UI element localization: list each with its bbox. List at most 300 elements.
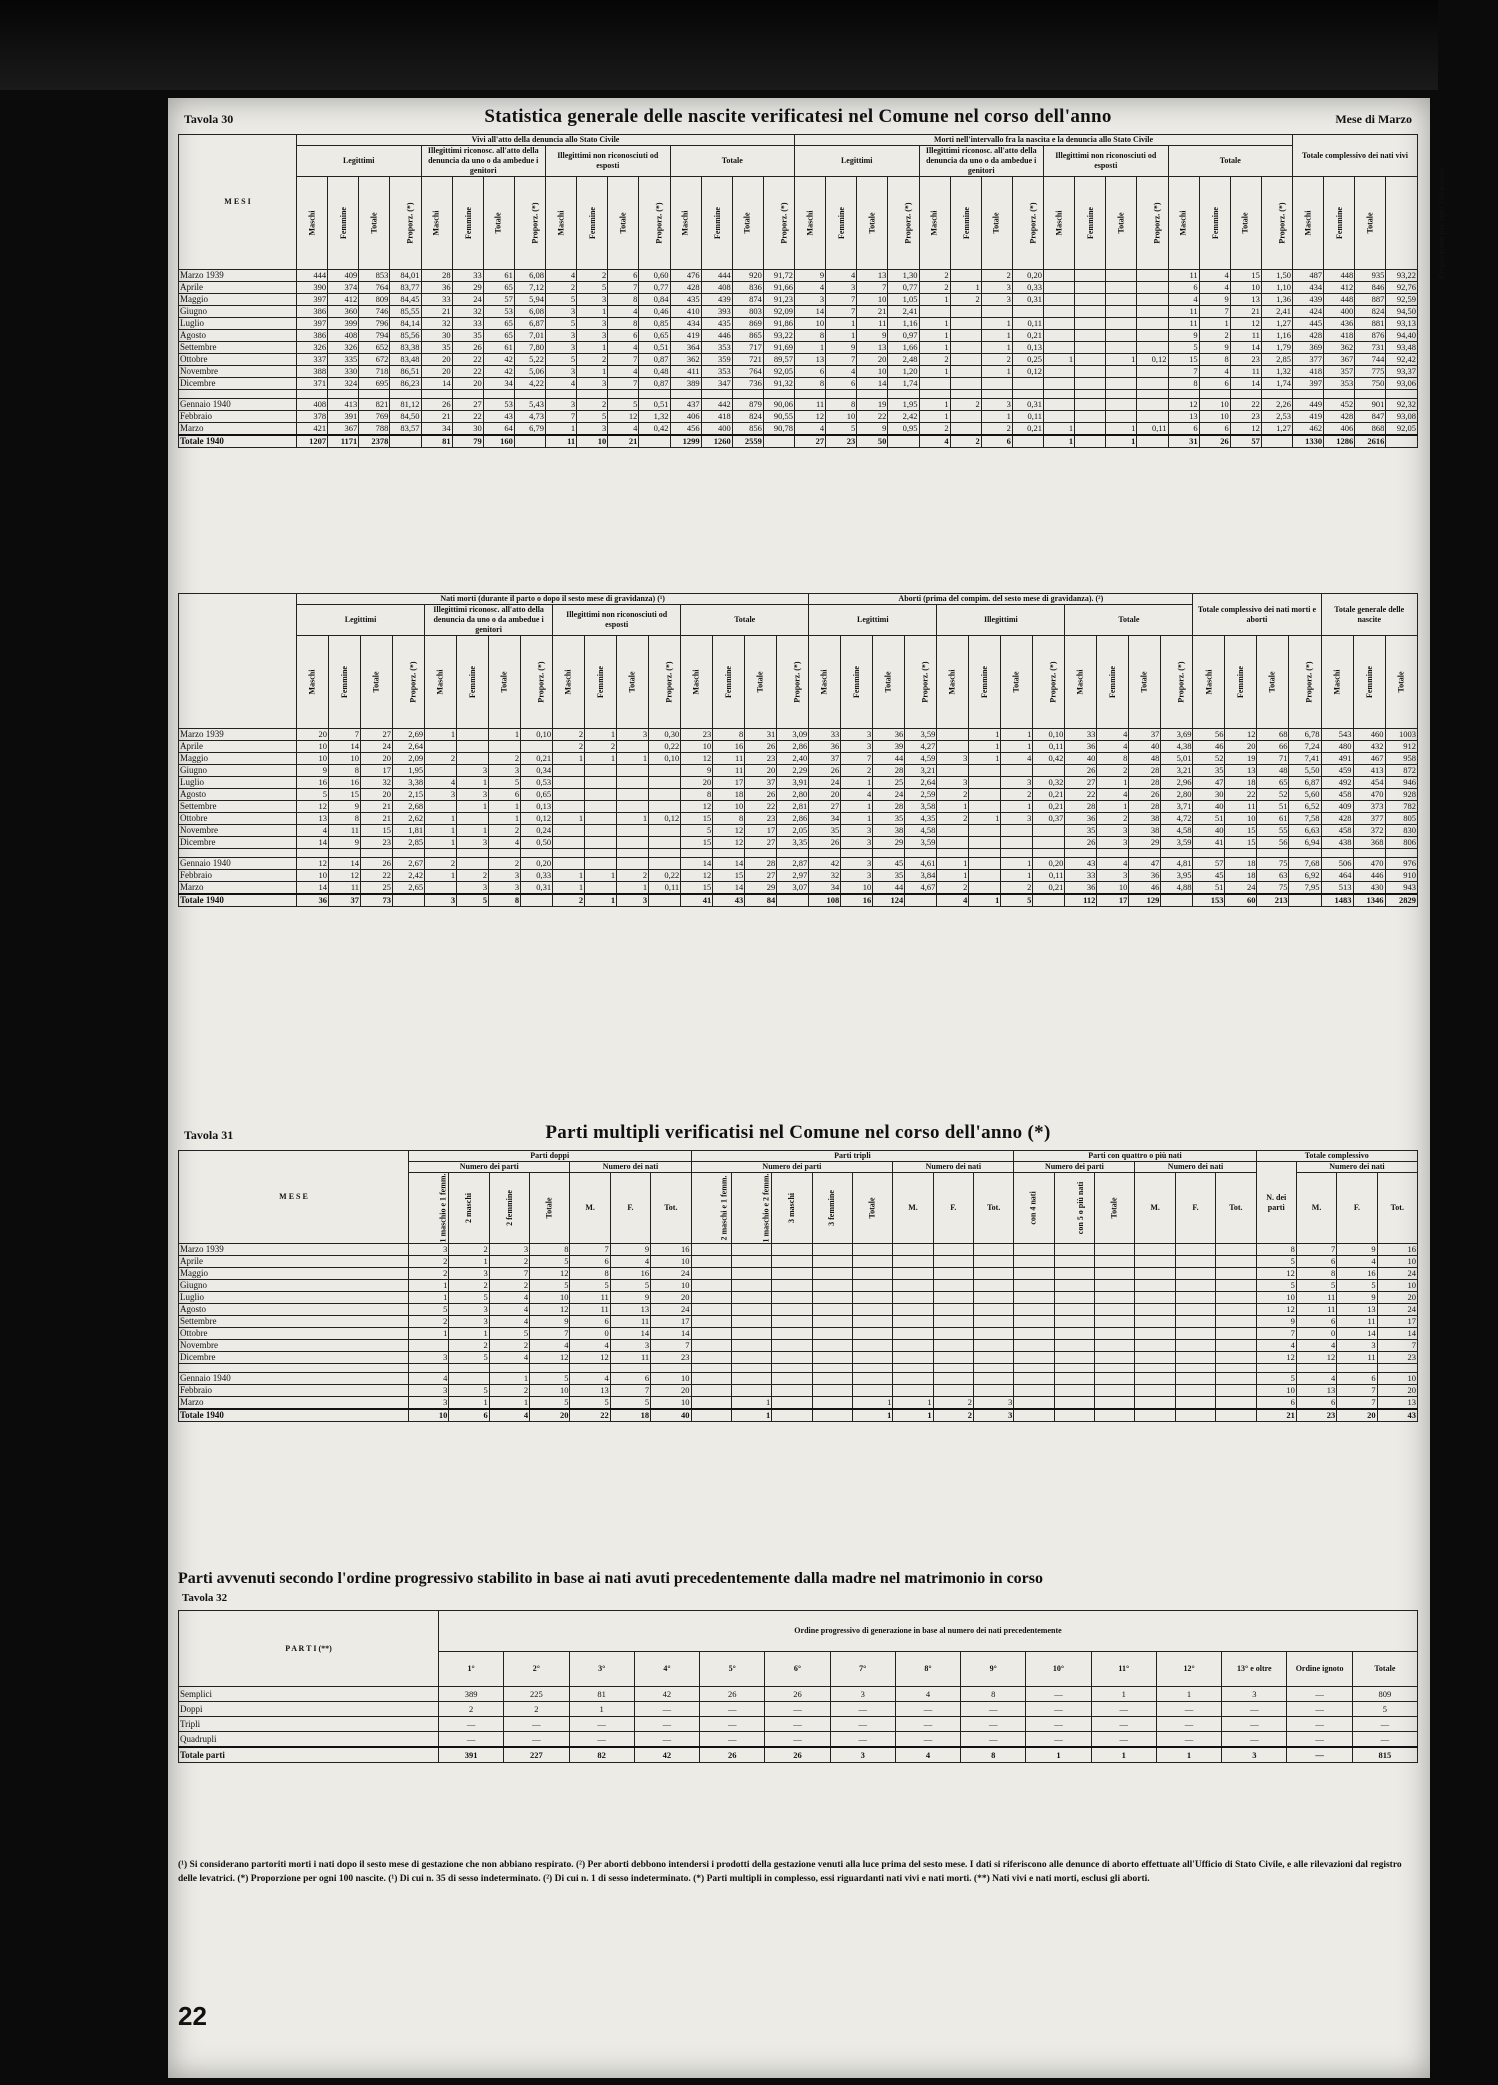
table-cell: 856 — [732, 423, 763, 436]
table-cell: 3 — [841, 858, 873, 870]
table-cell: 42 — [809, 858, 841, 870]
table-cell: 1 — [425, 813, 457, 825]
table-cell: 2,85 — [393, 837, 425, 849]
table-row — [179, 294, 1418, 306]
table-cell — [1106, 294, 1137, 306]
table-cell — [452, 390, 483, 399]
table-cell — [933, 1256, 973, 1268]
table-row — [179, 837, 1418, 849]
table-cell: 26 — [452, 342, 483, 354]
header-sub — [745, 636, 777, 729]
table-cell: 7 — [570, 1244, 610, 1256]
table-cell — [1054, 1352, 1094, 1364]
table-cell — [1012, 378, 1043, 390]
table-cell: 9 — [1256, 1316, 1296, 1328]
table-cell: 12 — [608, 411, 639, 423]
table-cell: 81 — [421, 435, 452, 448]
table-cell — [1106, 270, 1137, 282]
table-cell: 6 — [1296, 1316, 1336, 1328]
table-cell: 853 — [359, 270, 390, 282]
table-cell — [1175, 1385, 1215, 1397]
table-cell: 5 — [409, 1304, 449, 1316]
table-cell — [950, 366, 981, 378]
table-cell: 93,48 — [1386, 342, 1418, 354]
table-cell — [1095, 1292, 1135, 1304]
table-cell: 0,42 — [1033, 753, 1065, 765]
vertical-header-text: Proporzione per ogni 100 nascite — [1437, 167, 1447, 279]
header-sub: Tot. — [1216, 1173, 1256, 1244]
table-cell — [1230, 390, 1261, 399]
table-cell: 91,86 — [763, 318, 794, 330]
table-row — [179, 1256, 1418, 1268]
table-cell — [1095, 1304, 1135, 1316]
table-row — [179, 378, 1418, 390]
table-cell — [328, 390, 359, 399]
header-sub — [1097, 636, 1129, 729]
header-sub — [1065, 636, 1097, 729]
table-cell: 53 — [483, 399, 514, 411]
table-cell: 4 — [1097, 858, 1129, 870]
table-cell: 47 — [1193, 777, 1225, 789]
table-cell: 153 — [1193, 894, 1225, 907]
table-cell: — — [1091, 1732, 1156, 1748]
table-cell: 459 — [1321, 765, 1353, 777]
table-cell: 7 — [841, 753, 873, 765]
header-sub — [297, 636, 329, 729]
header-sub: 13° e oltre — [1222, 1652, 1287, 1687]
table-cell: 28 — [1129, 765, 1161, 777]
table-row — [179, 753, 1418, 765]
table-cell: 1 — [553, 813, 585, 825]
table-cell — [772, 1244, 812, 1256]
table-cell: 868 — [1355, 423, 1386, 436]
table-row — [179, 318, 1418, 330]
table-cell: 15 — [361, 825, 393, 837]
table-cell — [393, 894, 425, 907]
table-cell: 0,33 — [521, 870, 553, 882]
table-cell — [795, 390, 826, 399]
header-num-nati: Numero dei nati — [570, 1162, 691, 1173]
table-cell: 1171 — [328, 435, 359, 448]
table-cell: 14 — [1377, 1328, 1417, 1340]
table-cell — [1044, 378, 1075, 390]
table-cell: 84,50 — [390, 411, 421, 423]
table-cell — [701, 390, 732, 399]
table-cell — [893, 1256, 933, 1268]
table-cell: 386 — [297, 330, 328, 342]
table-cell: — — [1026, 1702, 1091, 1717]
table-cell: 0,11 — [1033, 870, 1065, 882]
table-cell — [1216, 1256, 1256, 1268]
table-cell: 408 — [328, 330, 359, 342]
table-cell — [974, 1385, 1014, 1397]
header-num-nati: Numero dei nati — [893, 1162, 1014, 1173]
header-sub — [826, 177, 857, 270]
table-cell: 21 — [1256, 1409, 1296, 1422]
table-cell — [772, 1256, 812, 1268]
table-cell: 491 — [1321, 753, 1353, 765]
table-cell: 1 — [731, 1397, 771, 1410]
table-cell: 372 — [1353, 825, 1385, 837]
table-cell: 1 — [1106, 435, 1137, 448]
table-cell: 5,06 — [514, 366, 545, 378]
table-cell: 353 — [701, 366, 732, 378]
table-cell: 7 — [546, 411, 577, 423]
table-cell: 38 — [1129, 825, 1161, 837]
table-cell: 2 — [981, 354, 1012, 366]
table-cell: 1 — [457, 777, 489, 789]
table-cell: 26 — [809, 765, 841, 777]
table-cell: 3,09 — [777, 729, 809, 741]
header-sub: 12° — [1156, 1652, 1221, 1687]
table-cell — [812, 1304, 852, 1316]
table-cell: 428 — [1321, 813, 1353, 825]
table-cell — [1054, 1340, 1094, 1352]
scan-border — [0, 0, 1438, 90]
table-cell: 34 — [421, 423, 452, 436]
table-cell — [585, 825, 617, 837]
table-cell: 18 — [713, 789, 745, 801]
table-cell: 4 — [608, 423, 639, 436]
table-cell — [1106, 330, 1137, 342]
table-cell: 3 — [826, 282, 857, 294]
table-cell: 14 — [297, 882, 329, 895]
table-cell — [974, 1373, 1014, 1385]
table-cell — [812, 1244, 852, 1256]
header-sub — [1001, 636, 1033, 729]
table-cell: 5 — [826, 423, 857, 436]
table-cell: 10 — [1199, 411, 1230, 423]
table-cell — [1014, 1409, 1054, 1422]
table-cell: 0,97 — [888, 330, 919, 342]
table-cell: 744 — [1355, 354, 1386, 366]
header-group: Illegittimi non riconosciuti od esposti — [1044, 146, 1169, 177]
table-cell — [425, 882, 457, 895]
table-cell: 3 — [457, 765, 489, 777]
table-cell: 1 — [585, 729, 617, 741]
table-cell: 26 — [700, 1687, 765, 1702]
table-cell: 0,53 — [521, 777, 553, 789]
row-month: Novembre — [179, 366, 297, 378]
table-cell: 1 — [1156, 1747, 1221, 1763]
table-cell: 8 — [1296, 1268, 1336, 1280]
table-cell: 0,34 — [521, 765, 553, 777]
table-cell: 64 — [483, 423, 514, 436]
table-cell: 11 — [1296, 1292, 1336, 1304]
table-cell: 11 — [1337, 1352, 1377, 1364]
vertical-header-text: Maschi — [307, 210, 317, 236]
table-cell: 480 — [1321, 741, 1353, 753]
table-cell: 4 — [1001, 753, 1033, 765]
table-cell: 17 — [713, 777, 745, 789]
table-cell — [974, 1256, 1014, 1268]
table-cell: 326 — [328, 342, 359, 354]
table-cell: 4,81 — [1161, 858, 1193, 870]
vertical-header-text: Proporz. (*) — [779, 202, 789, 244]
table-cell: — — [1156, 1702, 1221, 1717]
table-cell: 2378 — [359, 435, 390, 448]
table-cell: 428 — [670, 282, 701, 294]
table-cell: 1 — [1026, 1747, 1091, 1763]
table-cell: 10 — [1377, 1280, 1417, 1292]
table-cell: 2 — [504, 1702, 569, 1717]
table-cell: — — [1091, 1717, 1156, 1732]
table-cell: 2616 — [1355, 435, 1386, 448]
table-cell: 8 — [961, 1747, 1026, 1763]
header-sub: 9° — [961, 1652, 1026, 1687]
header-sub — [812, 1173, 852, 1244]
table-cell: 0,11 — [1033, 741, 1065, 753]
table-cell — [649, 765, 681, 777]
table-cell: 10 — [1377, 1256, 1417, 1268]
table-cell — [1001, 825, 1033, 837]
table-cell — [649, 825, 681, 837]
table-cell: 30 — [1193, 789, 1225, 801]
table-cell — [449, 1373, 489, 1385]
row-month: Dicembre — [179, 1352, 409, 1364]
table-cell — [772, 1385, 812, 1397]
table-cell: 36 — [297, 894, 329, 907]
table-cell — [950, 330, 981, 342]
table-cell: 7 — [608, 282, 639, 294]
table-cell: 775 — [1355, 366, 1386, 378]
header-sub: 8° — [895, 1652, 960, 1687]
table-cell — [1075, 270, 1106, 282]
header-group: Legittimi — [297, 605, 425, 636]
table-cell: 7,41 — [1289, 753, 1321, 765]
table-cell — [1033, 849, 1065, 858]
table-cell: — — [1091, 1702, 1156, 1717]
table-cell: 7 — [1199, 306, 1230, 318]
table-cell — [585, 813, 617, 825]
table-cell — [919, 390, 950, 399]
vertical-header-text: Maschi — [819, 669, 829, 695]
table-row — [179, 390, 1418, 399]
table-cell: 38 — [873, 825, 905, 837]
table-row — [179, 1340, 1418, 1352]
header-sub — [553, 636, 585, 729]
table-cell — [981, 306, 1012, 318]
header-sub: M. — [1296, 1173, 1336, 1244]
table-cell: 4 — [1199, 270, 1230, 282]
table-cell: 23 — [1230, 411, 1261, 423]
table-cell: 5 — [1352, 1702, 1417, 1717]
table-cell — [691, 1352, 731, 1364]
table-total-row — [179, 1747, 1418, 1763]
table-cell: 377 — [1353, 813, 1385, 825]
table-cell — [732, 390, 763, 399]
table-cell: 9 — [681, 765, 713, 777]
table-cell: 82 — [569, 1747, 634, 1763]
table-cell: 5 — [608, 399, 639, 411]
table-cell: 23 — [651, 1352, 691, 1364]
table-cell: 5 — [530, 1280, 570, 1292]
vertical-header-text: Totale — [1011, 671, 1021, 693]
row-month: Maggio — [179, 753, 297, 765]
table-cell: 32 — [809, 870, 841, 882]
table-cell: 6,63 — [1289, 825, 1321, 837]
row-month: Novembre — [179, 1340, 409, 1352]
table-cell: 874 — [732, 294, 763, 306]
table-cell — [950, 354, 981, 366]
table-cell: 12 — [713, 825, 745, 837]
table-cell — [1216, 1316, 1256, 1328]
table-cell: 1 — [981, 342, 1012, 354]
table-cell: 4 — [1097, 741, 1129, 753]
table-cell: — — [504, 1717, 569, 1732]
table-cell: 406 — [670, 411, 701, 423]
table-cell — [1106, 306, 1137, 318]
table-cell — [1075, 411, 1106, 423]
table-cell: 4,61 — [905, 858, 937, 870]
table-cell: 5 — [546, 294, 577, 306]
table-cell — [1044, 270, 1075, 282]
table-cell: 16 — [297, 777, 329, 789]
table-cell — [969, 849, 1001, 858]
table-cell: — — [569, 1732, 634, 1748]
table-cell — [852, 1292, 892, 1304]
table-cell — [937, 825, 969, 837]
table-cell: 21 — [857, 306, 888, 318]
table-cell — [390, 390, 421, 399]
table-cell — [937, 741, 969, 753]
table-cell: 5 — [1256, 1280, 1296, 1292]
table-cell: 12 — [530, 1268, 570, 1280]
table-cell: 17 — [361, 765, 393, 777]
vertical-header-text: Femmine — [1086, 207, 1096, 239]
table-cell: 2 — [919, 282, 950, 294]
table-cell: 37 — [1129, 729, 1161, 741]
vertical-header-text: Femmine — [1236, 666, 1246, 698]
table-cell: 34 — [483, 378, 514, 390]
header-sub — [530, 1173, 570, 1244]
table-cell: — — [1222, 1702, 1287, 1717]
table-cell — [812, 1280, 852, 1292]
table-cell: 391 — [439, 1747, 504, 1763]
table-cell — [1033, 765, 1065, 777]
table-cell: 2,29 — [777, 765, 809, 777]
vertical-header-text: Totale — [867, 1197, 877, 1219]
table-cell: 6 — [608, 330, 639, 342]
table-cell: 389 — [670, 378, 701, 390]
table-cell: 65 — [1257, 777, 1289, 789]
row-month: Febbraio — [179, 411, 297, 423]
header-sub: 1° — [439, 1652, 504, 1687]
vertical-header-text: Maschi — [1075, 669, 1085, 695]
table-cell: 1,95 — [393, 765, 425, 777]
header-sub — [701, 177, 732, 270]
table-cell — [1054, 1385, 1094, 1397]
table-cell: 2 — [489, 858, 521, 870]
table-cell: 1 — [553, 753, 585, 765]
vertical-header-text: 2 maschi e 1 femm. — [719, 1175, 729, 1241]
table-cell — [1175, 1292, 1215, 1304]
table-cell — [969, 789, 1001, 801]
vertical-header-text: Proporz. (*) — [920, 661, 930, 703]
table-cell: 543 — [1321, 729, 1353, 741]
table-row — [179, 342, 1418, 354]
table-cell: 5 — [457, 894, 489, 907]
table-cell: 36 — [421, 282, 452, 294]
table-cell: 23 — [1230, 354, 1261, 366]
table-cell — [1137, 342, 1168, 354]
table-cell — [1135, 1268, 1175, 1280]
vertical-header-text: Totale — [371, 671, 381, 693]
table-cell — [873, 849, 905, 858]
table-cell — [617, 777, 649, 789]
table-cell: 3 — [841, 837, 873, 849]
table-cell: 1,81 — [393, 825, 425, 837]
vertical-header-text: Totale — [742, 212, 752, 234]
table-cell — [1054, 1304, 1094, 1316]
table-cell: 1003 — [1385, 729, 1417, 741]
table-cell: 12 — [1230, 423, 1261, 436]
header-group: Legittimi — [795, 146, 920, 177]
table-cell: 29 — [873, 837, 905, 849]
table-cell — [1175, 1304, 1215, 1316]
table-cell: 0,95 — [888, 423, 919, 436]
table-cell — [489, 741, 521, 753]
table-cell — [457, 753, 489, 765]
table-cell: 92,59 — [1386, 294, 1418, 306]
table-cell — [617, 801, 649, 813]
table-cell — [1137, 282, 1168, 294]
table-cell: 1207 — [297, 435, 328, 448]
vertical-header-text: Maschi — [805, 210, 815, 236]
table-cell — [1321, 849, 1353, 858]
table-cell — [893, 1328, 933, 1340]
vertical-header-text: Totale — [1109, 1197, 1119, 1219]
table-cell — [1216, 1385, 1256, 1397]
table-cell: 10 — [1225, 813, 1257, 825]
header-sub — [1385, 636, 1417, 729]
table-cell: 83,57 — [390, 423, 421, 436]
table-cell: 3 — [546, 306, 577, 318]
table-total-row — [179, 894, 1418, 907]
table-cell: 35 — [1065, 825, 1097, 837]
vertical-header-text: con 5 o più nati — [1075, 1181, 1085, 1235]
table-cell: 50 — [857, 435, 888, 448]
table-cell: 1 — [617, 813, 649, 825]
table-cell: 75 — [1257, 882, 1289, 895]
table-cell: 12 — [795, 411, 826, 423]
table-cell: 10 — [826, 411, 857, 423]
table-cell: 377 — [1293, 354, 1324, 366]
table-cell: 75 — [1257, 858, 1289, 870]
table-cell: 10 — [795, 318, 826, 330]
table-cell: 13 — [1168, 411, 1199, 423]
table-cell: 28 — [1129, 777, 1161, 789]
table-cell: 71 — [1257, 753, 1289, 765]
table-cell: 1 — [489, 729, 521, 741]
table-cell: 935 — [1355, 270, 1386, 282]
table-cell: 0,22 — [649, 870, 681, 882]
table-cell — [893, 1292, 933, 1304]
table-cell: 1,32 — [1261, 366, 1292, 378]
table-cell — [489, 1364, 529, 1373]
table-cell: 51 — [1193, 882, 1225, 895]
table-cell: 11 — [329, 825, 361, 837]
table-cell — [649, 858, 681, 870]
table-cell — [1175, 1316, 1215, 1328]
table-cell: 782 — [1385, 801, 1417, 813]
table-cell — [1106, 378, 1137, 390]
vertical-header-text: Maschi — [691, 669, 701, 695]
table-cell: 9 — [1199, 342, 1230, 354]
table-cell: 7 — [1256, 1328, 1296, 1340]
table-cell: 1,32 — [639, 411, 670, 423]
row-month: Luglio — [179, 1292, 409, 1304]
